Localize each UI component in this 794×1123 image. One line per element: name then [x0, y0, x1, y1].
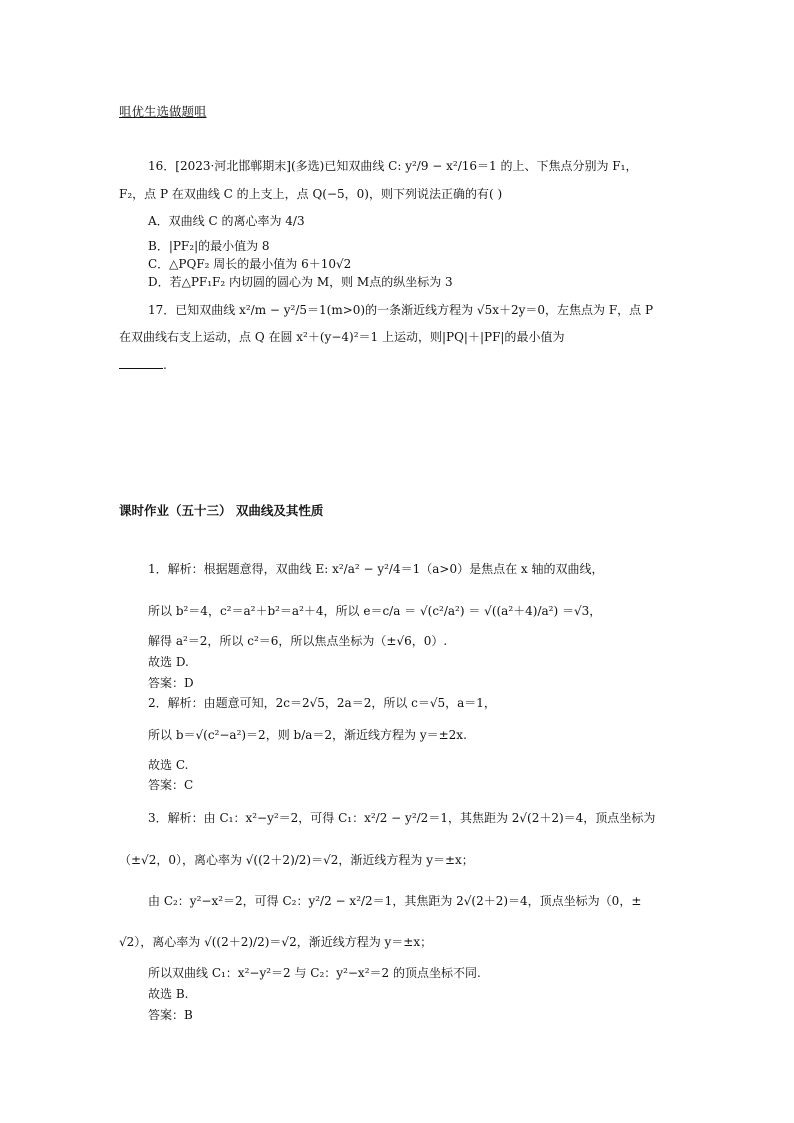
- solution-2-line-2: 所以 b＝√(c²−a²)＝2，则 b/a＝2，渐近线方程为 y＝±2x.: [148, 728, 467, 742]
- section-header: 咀优生选做题咀: [119, 104, 207, 119]
- solution-3-line-2: （±√2，0），离心率为 √((2＋2)/2)＝√2，渐近线方程为 y＝±x；: [119, 853, 474, 867]
- solution-2-choice: 故选 C.: [148, 758, 189, 772]
- solution-3-line-3: 由 C₂：y²−x²＝2，可得 C₂：y²/2 − x²/2＝1，其焦距为 2√(2＋2)＝4，顶点坐标为（0，±: [148, 894, 642, 908]
- problem-17-line-3: [119, 356, 167, 373]
- solution-2-answer: 答案：C: [148, 778, 194, 792]
- solution-1-line-3: 解得 a²＝2，所以 c²＝6，所以焦点坐标为（±√6，0）.: [148, 634, 448, 648]
- problem-17-line-1: 17．已知双曲线 x²/m − y²/5＝1(m>0)的一条渐近线方程为 √5x＋2y＝0，左焦点为 F，点 P: [148, 303, 654, 317]
- problem-17-line-2: 在双曲线右支上运动，点 Q 在圆 x²＋(y−4)²＝1 上运动，则|PQ|＋|PF|的最小值为: [119, 330, 565, 344]
- solution-1-line-2: 所以 b²＝4，c²＝a²＋b²＝a²＋4，所以 e＝c/a ＝ √(c²/a²) ＝ √((a²＋4)/a²) ＝√3，: [148, 604, 602, 618]
- problem-16-line-1: 16．[2023·河北邯郸期末](多选)已知双曲线 C: y²/9 − x²/16＝1 的上、下焦点分别为 F₁，: [148, 159, 638, 173]
- problem-16-line-2: F₂，点 P 在双曲线 C 的上支上，点 Q(−5，0)，则下列说法正确的有( ): [119, 187, 503, 201]
- solution-3-line-5: 所以双曲线 C₁：x²−y²＝2 与 C₂：y²−x²＝2 的顶点坐标不同.: [148, 966, 481, 980]
- answer-blank: [119, 356, 163, 369]
- homework-title: 课时作业（五十三） 双曲线及其性质: [119, 503, 324, 518]
- solution-3-choice: 故选 B.: [148, 987, 189, 1001]
- solution-1-choice: 故选 D.: [148, 655, 189, 669]
- problem-16-option-d: D．若△PF₁F₂ 内切圆的圆心为 M，则 M点的纵坐标为 3: [148, 275, 453, 289]
- problem-16-option-b: B．|PF₂|的最小值为 8: [148, 239, 270, 253]
- solution-3-line-1: 3．解析：由 C₁：x²−y²＝2，可得 C₁：x²/2 − y²/2＝1，其焦距为 2√(2＋2)＝4，顶点坐标为: [148, 811, 656, 825]
- problem-16-option-c: C．△PQF₂ 周长的最小值为 6＋10√2: [148, 257, 352, 271]
- solution-1-line-1: 1．解析：根据题意得，双曲线 E: x²/a² − y²/4＝1（a>0）是焦点在 x 轴的双曲线，: [148, 562, 604, 576]
- solution-3-line-4: √2），离心率为 √((2＋2)/2)＝√2，渐近线方程为 y＝±x；: [119, 935, 433, 949]
- solution-2-line-1: 2．解析：由题意可知，2c＝2√5，2a＝2，所以 c＝√5，a＝1，: [148, 696, 496, 710]
- solution-3-answer: 答案：B: [148, 1008, 193, 1022]
- solution-1-answer: 答案：D: [148, 676, 194, 690]
- problem-16-option-a: A．双曲线 C 的离心率为 4/3: [148, 214, 305, 228]
- problem-17-end: .: [163, 358, 167, 372]
